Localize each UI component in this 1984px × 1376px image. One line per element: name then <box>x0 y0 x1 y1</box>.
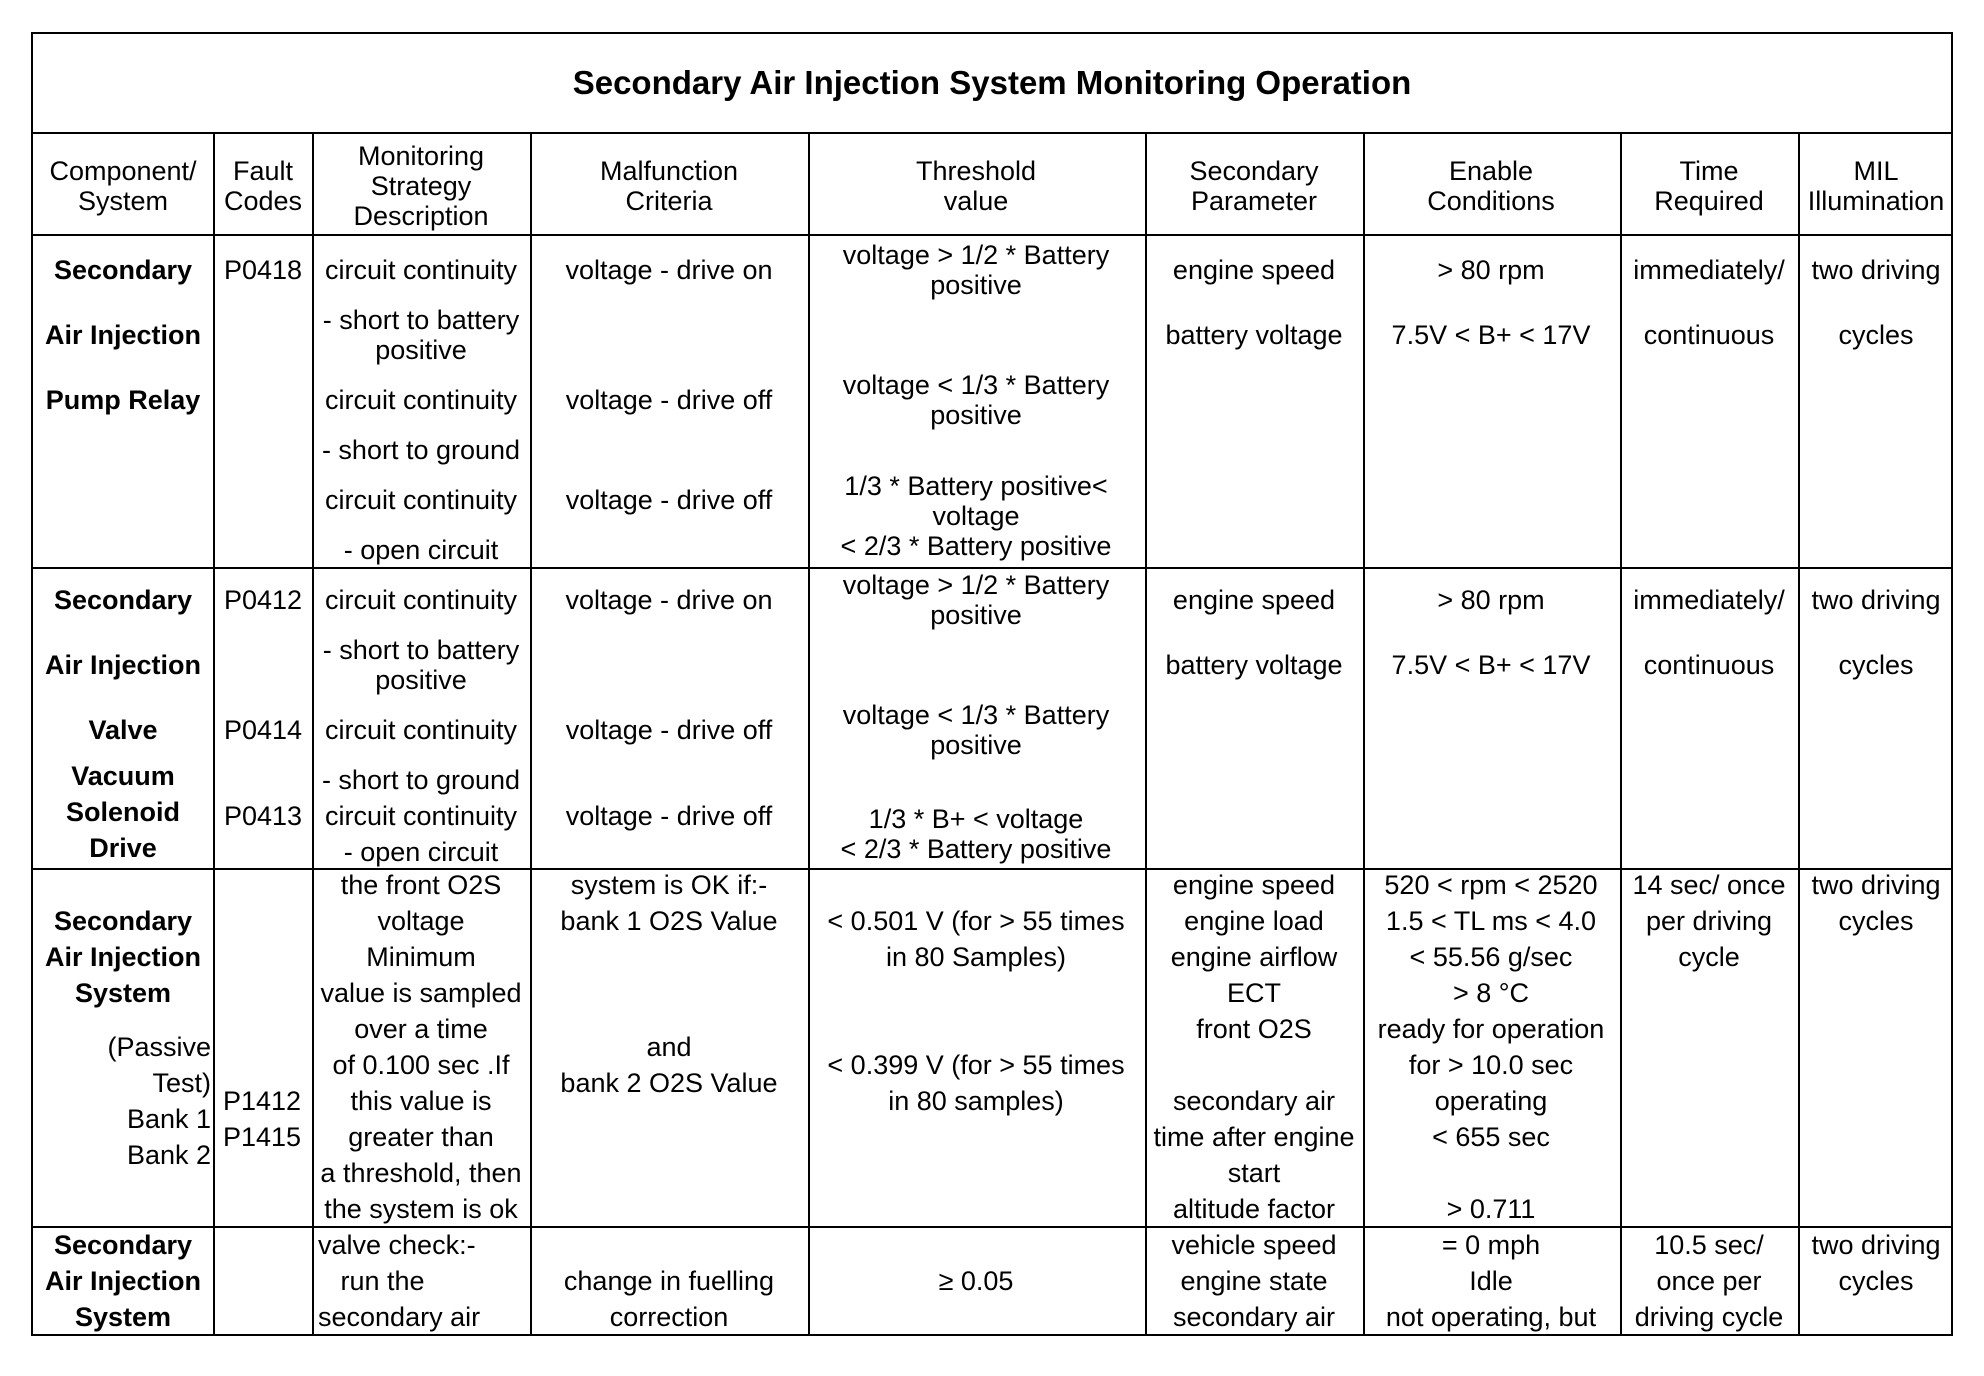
column-divider <box>530 134 532 1334</box>
header-threshold: Threshold value <box>915 156 1037 216</box>
row2-malfunction: voltage - drive off <box>565 715 773 745</box>
row3-threshold: < 0.399 V (for > 55 times in 80 samples) <box>827 1050 1125 1116</box>
row3-threshold: < 0.501 V (for > 55 times in 80 Samples) <box>827 906 1125 972</box>
row2-malfunction: voltage - drive off <box>565 801 773 831</box>
row1-malfunction: voltage - drive off <box>565 485 773 515</box>
row2-mil: cycles <box>1838 650 1914 680</box>
row3-component-detail: (Passive Test) Bank 1 Bank 2 <box>107 1032 211 1170</box>
row1-strategy: circuit continuity <box>324 385 518 415</box>
row3-mil: two driving cycles <box>1811 870 1941 936</box>
column-divider <box>1798 134 1800 1334</box>
row4-malfunction: change in fuelling correction <box>563 1266 775 1332</box>
table-title: Secondary Air Injection System Monitoring Operation <box>33 34 1951 134</box>
row2-secondary: engine speed <box>1172 585 1336 615</box>
row1-malfunction: voltage - drive off <box>565 385 773 415</box>
row3-secondary: engine speed engine load engine airflow ECT front O2S secondary air time after engine start altitude factor <box>1153 870 1355 1224</box>
row2-secondary: battery voltage <box>1165 650 1343 680</box>
column-divider <box>1363 134 1365 1334</box>
column-divider <box>312 134 314 1334</box>
row3-fault-codes: P1412 P1415 <box>223 1086 302 1152</box>
row2-strategy: - open circuit <box>343 837 499 867</box>
row4-enable: = 0 mph Idle not operating, but <box>1385 1230 1597 1332</box>
row1-malfunction: voltage - drive on <box>565 255 773 285</box>
row1-component: Secondary <box>53 255 193 285</box>
row4-threshold: ≥ 0.05 <box>938 1266 1014 1296</box>
row2-strategy: circuit continuity <box>324 585 518 615</box>
row3-malfunction: and bank 2 O2S Value <box>560 1032 778 1098</box>
row1-component: Air Injection <box>44 320 202 350</box>
row1-threshold: 1/3 * Battery positive< voltage < 2/3 * Battery positive <box>840 471 1112 561</box>
header-strategy: Monitoring Strategy Description <box>353 141 489 231</box>
table-frame <box>31 32 1953 1336</box>
row2-malfunction: voltage - drive on <box>565 585 773 615</box>
row-divider <box>33 567 1951 569</box>
row1-strategy: - short to battery positive <box>322 305 520 365</box>
header-component: Component/ System <box>49 156 197 216</box>
column-divider <box>808 134 810 1334</box>
header-mil: MIL Illumination <box>1807 156 1945 216</box>
row3-malfunction: system is OK if:- bank 1 O2S Value <box>560 870 778 936</box>
row2-mil: two driving <box>1811 585 1941 615</box>
row2-strategy: circuit continuity <box>324 715 518 745</box>
row4-strategy: valve check:- run the secondary air <box>318 1230 481 1332</box>
row2-fault-code: P0412 <box>223 585 303 615</box>
row2-threshold: voltage > 1/2 * Battery positive <box>842 570 1110 630</box>
row1-time: immediately/ <box>1633 255 1785 285</box>
row2-component: Air Injection <box>44 650 202 680</box>
row1-fault-code: P0418 <box>223 255 303 285</box>
row4-secondary: vehicle speed engine state secondary air <box>1171 1230 1337 1332</box>
row1-enable: > 80 rpm <box>1437 255 1545 285</box>
row1-enable: 7.5V < B+ < 17V <box>1391 320 1591 350</box>
row1-strategy: - short to ground <box>321 435 521 465</box>
column-divider <box>1620 134 1622 1334</box>
column-divider <box>213 134 215 1334</box>
row2-time: continuous <box>1643 650 1775 680</box>
header-secondary: Secondary Parameter <box>1189 156 1319 216</box>
row2-enable: > 80 rpm <box>1437 585 1545 615</box>
row2-component: Vacuum Solenoid Drive <box>66 761 180 863</box>
row1-strategy: circuit continuity <box>324 485 518 515</box>
row2-strategy: circuit continuity <box>324 801 518 831</box>
row2-fault-code: P0413 <box>223 801 303 831</box>
row1-mil: cycles <box>1838 320 1914 350</box>
row4-component: Secondary Air Injection System <box>44 1230 202 1332</box>
row2-time: immediately/ <box>1633 585 1785 615</box>
row2-strategy: - short to battery positive <box>322 635 520 695</box>
row-divider <box>33 234 1951 236</box>
header-time: Time Required <box>1654 156 1764 216</box>
row2-threshold: voltage < 1/3 * Battery positive <box>842 700 1110 760</box>
row4-time: 10.5 sec/ once per driving cycle <box>1634 1230 1784 1332</box>
row3-enable: 520 < rpm < 2520 1.5 < TL ms < 4.0 < 55.56 g/sec > 8 °C ready for operation for > 10.0 sec operating < 655 sec > 0.711 <box>1377 870 1605 1224</box>
row2-component: Secondary <box>53 585 193 615</box>
row2-fault-code: P0414 <box>223 715 303 745</box>
row3-time: 14 sec/ once per driving cycle <box>1632 870 1786 972</box>
header-malfunction: Malfunction Criteria <box>599 156 739 216</box>
row2-enable: 7.5V < B+ < 17V <box>1391 650 1591 680</box>
row1-strategy: - open circuit <box>343 535 499 565</box>
row1-time: continuous <box>1643 320 1775 350</box>
header-enable: Enable Conditions <box>1427 156 1555 216</box>
row2-strategy: - short to ground <box>321 765 521 795</box>
row1-mil: two driving <box>1811 255 1941 285</box>
row3-strategy: the front O2S voltage Minimum value is sampled over a time of 0.100 sec .If this value is greater than a threshold, then the system is ok <box>320 870 522 1224</box>
row1-secondary: battery voltage <box>1165 320 1343 350</box>
row2-component: Valve <box>88 715 158 745</box>
row4-mil: two driving cycles <box>1811 1230 1941 1296</box>
row1-threshold: voltage < 1/3 * Battery positive <box>842 370 1110 430</box>
column-divider <box>1145 134 1147 1334</box>
header-fault-codes: Fault Codes <box>223 156 303 216</box>
row1-strategy: circuit continuity <box>324 255 518 285</box>
row1-threshold: voltage > 1/2 * Battery positive <box>842 240 1110 300</box>
row2-threshold: 1/3 * B+ < voltage < 2/3 * Battery positive <box>840 804 1112 864</box>
row1-component: Pump Relay <box>45 385 201 415</box>
row1-secondary: engine speed <box>1172 255 1336 285</box>
row3-component: Secondary Air Injection System <box>44 906 202 1008</box>
